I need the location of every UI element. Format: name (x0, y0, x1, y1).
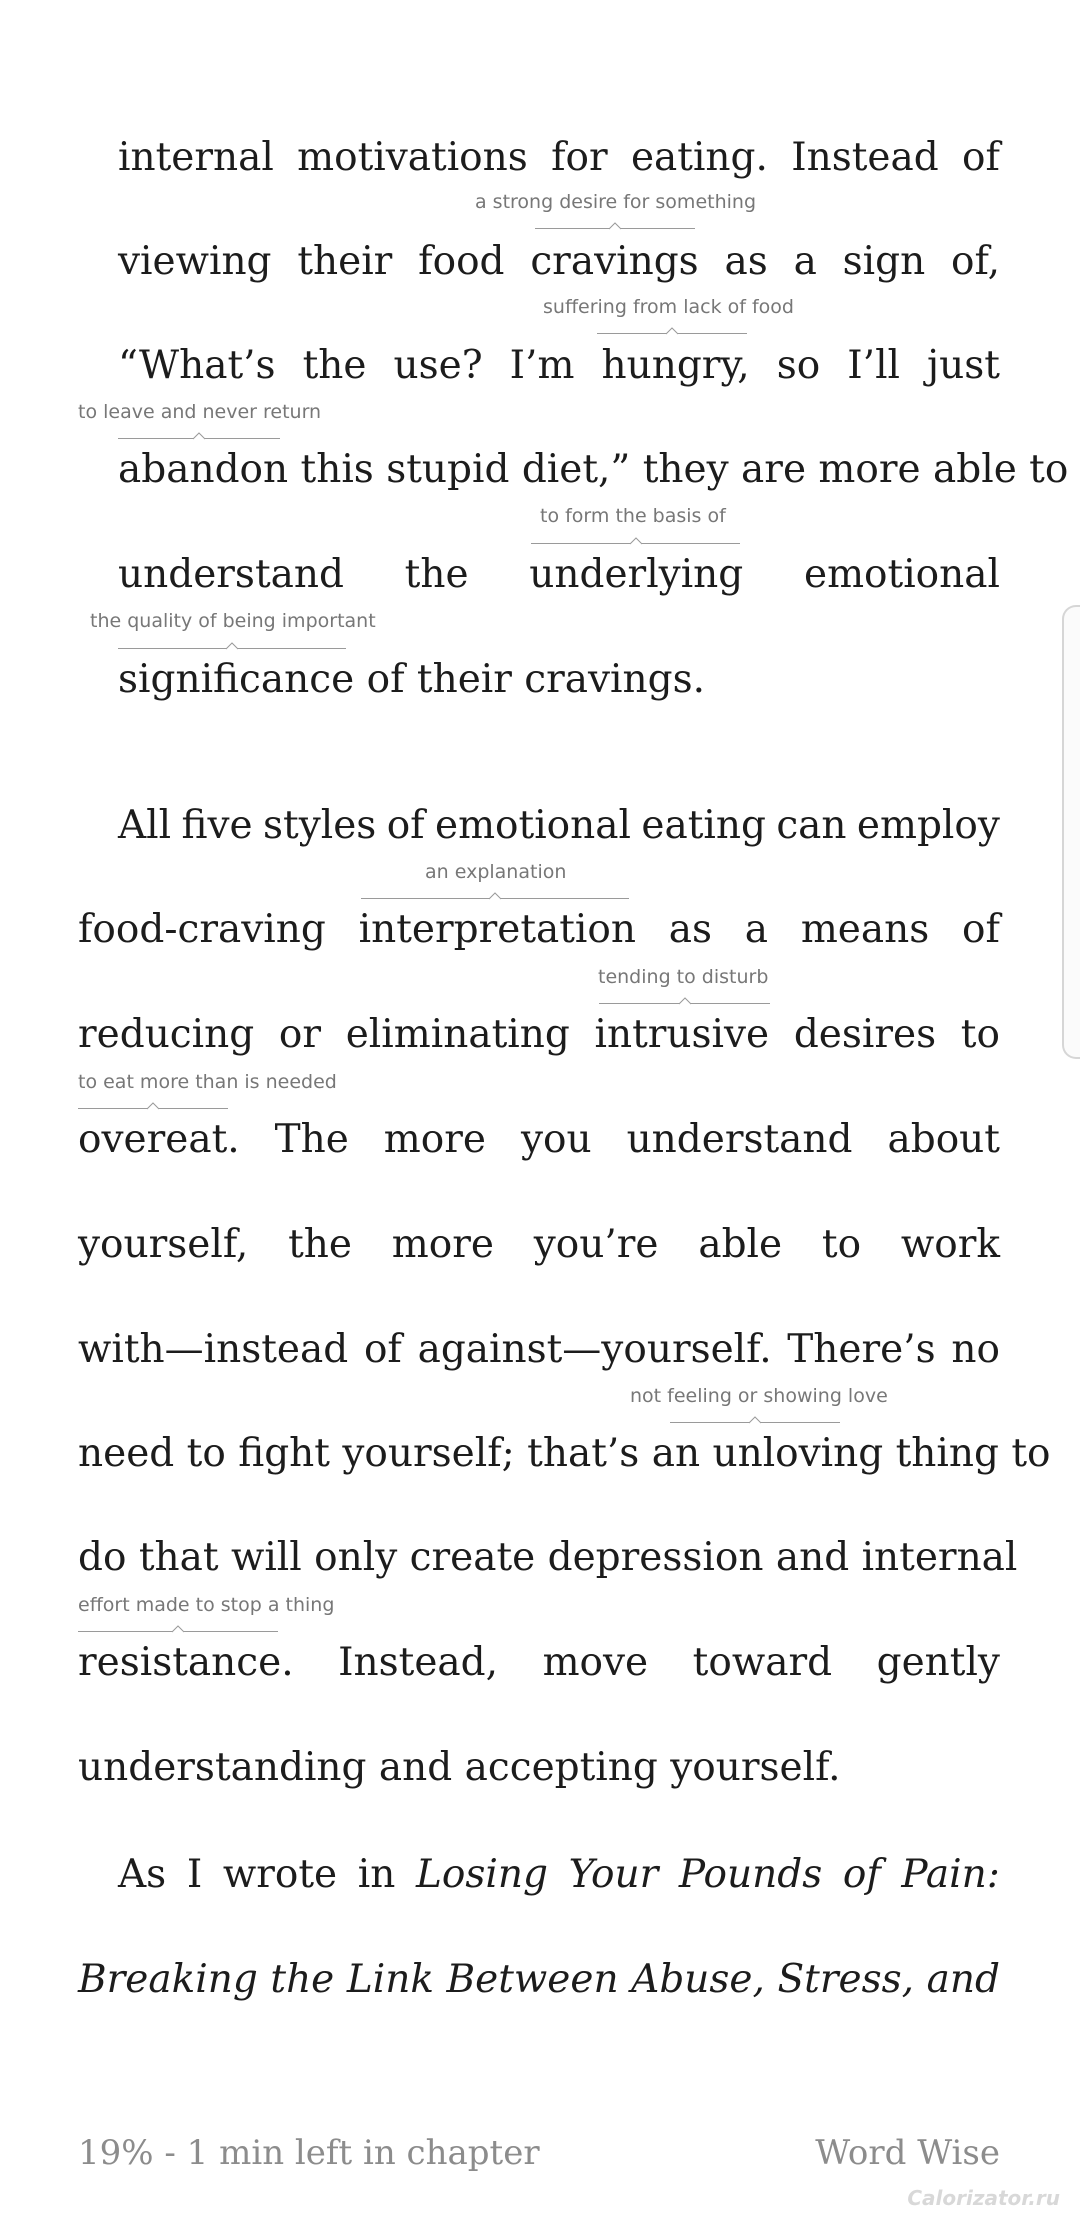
word[interactable]: All (118, 803, 172, 848)
text-line: significance of their cravings. (118, 657, 706, 702)
word[interactable]: move (542, 1640, 649, 1685)
word-wise-gloss[interactable]: not feeling or showing love (630, 1385, 888, 1407)
word[interactable]: emotional (803, 552, 1000, 597)
word[interactable]: no (951, 1327, 1000, 1372)
word-wise-gloss[interactable]: to eat more than is needed (78, 1071, 337, 1093)
gloss-caret-icon (608, 222, 622, 230)
word[interactable]: viewing (118, 239, 272, 284)
word[interactable]: resistance. (78, 1640, 294, 1685)
word[interactable]: eating. (630, 135, 768, 180)
word[interactable]: eating (641, 803, 766, 848)
word[interactable]: five (181, 803, 253, 848)
word[interactable]: “What’s (118, 343, 276, 388)
word[interactable]: As (118, 1852, 167, 1897)
word[interactable]: intrusive (594, 1012, 770, 1057)
word[interactable]: of, (951, 239, 1000, 284)
word[interactable]: the (302, 343, 367, 388)
reading-progress[interactable]: 19% - 1 min left in chapter (78, 2133, 540, 2173)
text-line: need to fight yourself; that’s an unloving thing to (78, 1431, 1051, 1476)
word[interactable]: cravings (530, 239, 699, 284)
word[interactable]: a (744, 907, 769, 952)
word[interactable]: their (297, 239, 393, 284)
word[interactable]: in (357, 1852, 396, 1897)
text-line (78, 900, 1000, 960)
text-line (78, 1215, 1000, 1275)
word[interactable]: gently (876, 1640, 1000, 1685)
text-line (118, 128, 1000, 188)
gloss-caret-icon (225, 642, 239, 650)
text-line (118, 1845, 1000, 1905)
word-wise-gloss[interactable]: an explanation (425, 861, 567, 883)
gloss-caret-icon (678, 997, 692, 1005)
word[interactable]: Pain: (901, 1852, 1000, 1897)
word[interactable]: a (793, 239, 817, 284)
word[interactable]: you’re (533, 1222, 659, 1267)
text-line: do that will only create depression and internal (78, 1535, 1018, 1580)
word[interactable]: understand (626, 1117, 853, 1162)
word[interactable]: motivations (297, 135, 528, 180)
text-line (78, 1005, 1000, 1065)
page-scroll-handle[interactable] (1062, 605, 1080, 1059)
word[interactable]: overeat. (78, 1117, 240, 1162)
word[interactable]: and (926, 1957, 1000, 2002)
word[interactable]: against—yourself. (417, 1327, 772, 1372)
word[interactable]: sign (842, 239, 926, 284)
word[interactable]: of (386, 803, 425, 848)
text-line (118, 796, 1000, 856)
word[interactable]: means (800, 907, 930, 952)
word[interactable]: or (278, 1012, 322, 1057)
word[interactable]: food (418, 239, 505, 284)
word[interactable]: wrote (222, 1852, 338, 1897)
word[interactable]: can (776, 803, 847, 848)
word[interactable]: of (842, 1852, 881, 1897)
word[interactable]: understand (118, 552, 344, 597)
text-line (78, 1110, 1000, 1170)
word[interactable]: more (391, 1222, 494, 1267)
text-line (78, 1950, 1000, 2010)
word[interactable]: able (698, 1222, 783, 1267)
word[interactable]: the (404, 552, 469, 597)
word[interactable]: There’s (787, 1327, 936, 1372)
word[interactable]: the (270, 1957, 335, 2002)
word[interactable]: you (520, 1117, 592, 1162)
word[interactable]: reducing (78, 1012, 255, 1057)
word[interactable]: Instead, (338, 1640, 499, 1685)
text-line (118, 545, 1000, 605)
word[interactable]: eliminating (345, 1012, 570, 1057)
word[interactable]: use? (393, 343, 483, 388)
text-line (78, 1633, 1000, 1693)
gloss-caret-icon (488, 892, 502, 900)
word[interactable]: just (927, 343, 1000, 388)
word[interactable]: with—instead (78, 1327, 349, 1372)
word[interactable]: Abuse, (631, 1957, 765, 2002)
word[interactable]: I’ll (847, 343, 901, 388)
word[interactable]: Your (568, 1852, 659, 1897)
word[interactable]: Link (346, 1957, 434, 2002)
word[interactable]: hungry, (601, 343, 750, 388)
word[interactable]: The (274, 1117, 349, 1162)
word[interactable]: Breaking (78, 1957, 258, 2002)
gloss-caret-icon (665, 327, 679, 335)
word-wise-gloss[interactable]: suffering from lack of food (543, 296, 794, 318)
gloss-caret-icon (146, 1102, 160, 1110)
word[interactable]: as (724, 239, 768, 284)
word[interactable]: I (186, 1852, 203, 1897)
word[interactable]: for (551, 135, 608, 180)
word[interactable]: toward (692, 1640, 833, 1685)
word[interactable]: the (288, 1222, 352, 1267)
word[interactable]: food-craving (78, 907, 326, 952)
watermark: Calorizator.ru (907, 2186, 1060, 2210)
word[interactable]: of (962, 907, 1000, 952)
gloss-caret-icon (748, 1416, 762, 1424)
word-wise-gloss[interactable]: tending to disturb (598, 966, 769, 988)
gloss-caret-icon (192, 432, 206, 440)
word[interactable]: more (383, 1117, 486, 1162)
word-wise-gloss[interactable]: to form the basis of (540, 505, 726, 527)
word-wise-toggle[interactable]: Word Wise (815, 2133, 1000, 2173)
word[interactable]: interpretation (358, 907, 636, 952)
word[interactable]: I’m (509, 343, 575, 388)
text-line: abandon this stupid diet,” they are more able to (118, 447, 1069, 492)
word[interactable]: of (363, 1327, 402, 1372)
word[interactable]: of (962, 135, 1000, 180)
word[interactable]: work (900, 1222, 1000, 1267)
word-wise-gloss[interactable]: to leave and never return (78, 401, 322, 423)
word[interactable]: as (668, 907, 713, 952)
word-wise-gloss[interactable]: a strong desire for something (475, 191, 757, 213)
word[interactable]: to (960, 1012, 1000, 1057)
word[interactable]: so (776, 343, 821, 388)
word[interactable]: Instead (791, 135, 939, 180)
gloss-caret-icon (629, 537, 643, 545)
text-line: understanding and accepting yourself. (78, 1745, 841, 1790)
word-wise-gloss[interactable]: effort made to stop a thing (78, 1594, 335, 1616)
word[interactable]: yourself, (78, 1222, 249, 1267)
word[interactable]: Between (446, 1957, 619, 2002)
word[interactable]: underlying (529, 552, 744, 597)
word[interactable]: to (821, 1222, 862, 1267)
text-line (118, 232, 1000, 292)
text-line (78, 1320, 1000, 1380)
word[interactable]: about (887, 1117, 1000, 1162)
word[interactable]: employ (856, 803, 1000, 848)
word-wise-gloss[interactable]: the quality of being important (90, 610, 376, 632)
word[interactable]: Pounds (678, 1852, 823, 1897)
gloss-caret-icon (171, 1625, 185, 1633)
word[interactable]: Stress, (777, 1957, 915, 2002)
word[interactable]: emotional (434, 803, 631, 848)
word[interactable]: styles (263, 803, 377, 848)
word[interactable]: Losing (416, 1852, 548, 1897)
text-line (118, 336, 1000, 396)
word[interactable]: internal (118, 135, 274, 180)
word[interactable]: desires (793, 1012, 937, 1057)
